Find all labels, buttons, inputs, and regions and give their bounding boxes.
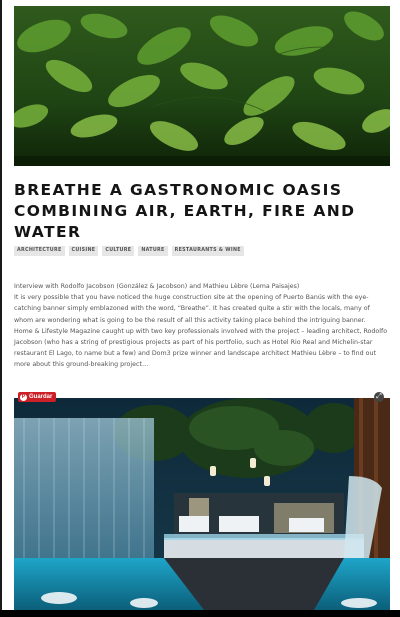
bottom-bar [0,610,400,617]
pinterest-save-button[interactable] [18,392,56,402]
tag-list [14,246,244,256]
tag-culture[interactable]: CULTURE [102,246,134,256]
article-paragraph: Home & Lifestyle Magazine caught up with two key professionals involved with the project – leading architect, Rodolfo Jacobson (who has a string of prestigious projects as part of his portfolio, such as Hotel Rio Real and Michelin-star restaurant El Lago, to name but a few) and Dom3 prize winner and landscape architect Mathieu Lèbre – to find out more about this ground-breaking project… [14,327,388,369]
article-title: BREATHE A GASTRONOMIC OASIS COMBINING AIR, EARTH, FIRE AND WATER [14,181,356,241]
article-body [14,281,390,371]
tag-cuisine[interactable]: CUISINE [69,246,99,256]
tag-nature[interactable]: NATURE [138,246,167,256]
pinterest-save-label: Guardar [29,394,53,400]
tag-architecture[interactable]: ARCHITECTURE [14,246,65,256]
article-paragraph: It is very possible that you have noticed the huge construction site at the opening of Puerto Banús with the eye-catching banner simply emblazoned with the word, “Breathe”. It has created quite a stir with the locals, many of whom are wondering what is going to be the result of all this activity taking place behind the intriguing banner. [14,294,370,324]
restaurant-render-image [14,398,390,610]
tag-restaurants-wine[interactable]: RESTAURANTS & WINE [172,246,244,256]
expand-icon[interactable]: ⤢ [374,392,384,402]
left-border [0,0,2,617]
hero-image [14,6,390,166]
article-intro: Interview with Rodolfo Jacobson (González & Jacobson) and Mathieu Lèbre (Lema Paisajes) [14,283,300,290]
pinterest-icon: P [21,393,26,400]
